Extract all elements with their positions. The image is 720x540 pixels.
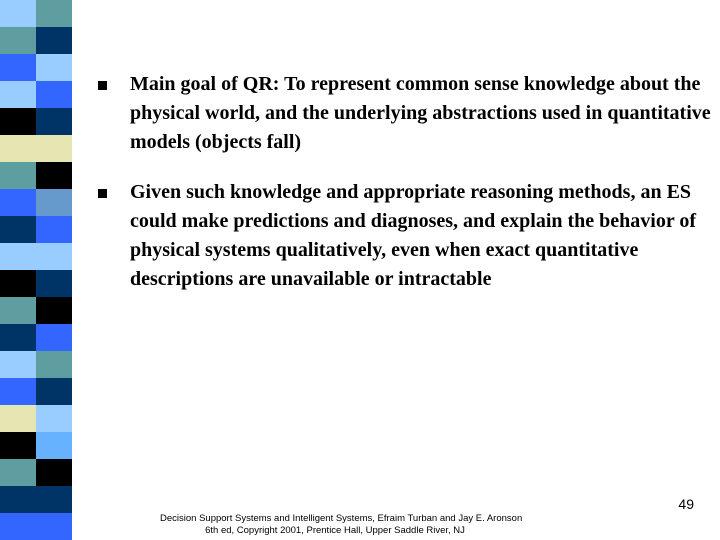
stripe-block	[36, 81, 72, 108]
stripe-block	[0, 324, 36, 351]
decorative-stripe-bar	[0, 0, 72, 540]
stripe-block	[36, 432, 72, 459]
stripe-block	[0, 297, 36, 324]
stripe-block	[0, 216, 36, 243]
stripe-block	[0, 243, 36, 270]
stripe-block	[0, 189, 36, 216]
stripe-block	[0, 459, 36, 486]
footer-citation	[160, 513, 523, 537]
stripe-block	[0, 162, 36, 189]
square-bullet-icon	[98, 189, 107, 198]
stripe-block	[36, 54, 72, 81]
stripe-block	[36, 135, 72, 162]
stripe-block	[0, 108, 36, 135]
stripe-block	[36, 270, 72, 297]
stripe-block	[0, 513, 36, 540]
stripe-block	[0, 378, 36, 405]
stripe-block	[36, 27, 72, 54]
footer-line: Decision Support Systems and Intelligent Systems, Efraim Turban and Jay E. Aronson	[160, 513, 523, 524]
stripe-block	[36, 243, 72, 270]
stripe-block	[0, 432, 36, 459]
stripe-block	[0, 54, 36, 81]
stripe-block	[36, 0, 72, 27]
stripe-block	[0, 0, 36, 27]
stripe-block	[36, 405, 72, 432]
page-number: 49	[678, 496, 694, 512]
stripe-block	[36, 297, 72, 324]
stripe-block	[36, 513, 72, 540]
stripe-block	[36, 486, 72, 513]
square-bullet-icon	[98, 81, 107, 90]
stripe-block	[36, 108, 72, 135]
bullet-item	[98, 70, 713, 157]
stripe-block	[36, 459, 72, 486]
bullet-text: Main goal of QR: To represent common sense knowledge about the physical world, and the underlying abstractions used in quantitative models (objects fall)	[130, 73, 711, 153]
bullet-text: Given such knowledge and appropriate reasoning methods, an ES could make predictions and diagnoses, and explain the behavior of physical systems qualitatively, even when exact quantitative descriptions are unavailable or intractable	[130, 181, 697, 290]
stripe-block	[0, 135, 36, 162]
stripe-block	[0, 405, 36, 432]
bullet-item	[98, 178, 713, 294]
stripe-block	[0, 270, 36, 297]
bullet-list	[98, 70, 713, 315]
stripe-block	[36, 216, 72, 243]
stripe-block	[36, 189, 72, 216]
stripe-block	[0, 486, 36, 513]
stripe-block	[0, 81, 36, 108]
footer-line: 6th ed, Copyright 2001, Prentice Hall, Upper Saddle River, NJ	[205, 525, 465, 536]
stripe-block	[36, 324, 72, 351]
stripe-block	[36, 162, 72, 189]
stripe-block	[0, 351, 36, 378]
stripe-block	[36, 351, 72, 378]
stripe-block	[36, 378, 72, 405]
stripe-block	[0, 27, 36, 54]
